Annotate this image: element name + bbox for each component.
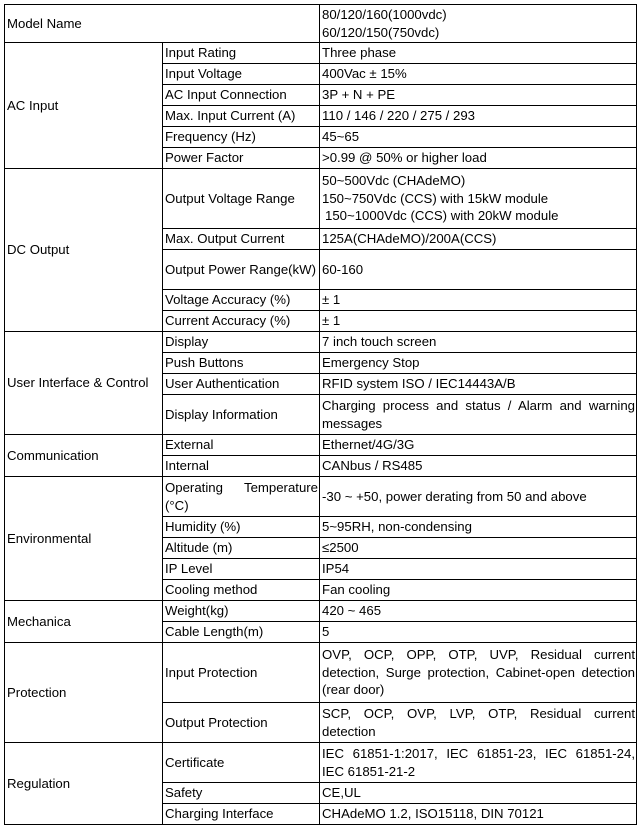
- param-label: Cooling method: [163, 580, 320, 601]
- param-label: Frequency (Hz): [163, 127, 320, 148]
- spec-row: [5, 643, 637, 703]
- param-value-line: -30 ~ +50, power derating from 50 and above: [322, 488, 587, 504]
- param-value: [320, 332, 637, 353]
- param-value-line: Fan cooling: [322, 582, 391, 598]
- param-value-line: IEC 61851-1:2017, IEC 61851-23, IEC 61851-24, IEC 61851-21-2: [322, 746, 636, 779]
- param-value: [320, 517, 637, 538]
- param-label: IP Level: [163, 559, 320, 580]
- param-value-line: 45~65: [322, 129, 360, 145]
- param-value-line: IP54: [322, 561, 350, 577]
- param-value-line: CANbus / RS485: [322, 458, 423, 474]
- param-label: Certificate: [163, 743, 320, 783]
- param-value: [320, 290, 637, 311]
- param-value: [320, 311, 637, 332]
- param-value: [320, 435, 637, 456]
- param-label: Max. Output Current: [163, 229, 320, 250]
- param-label: Output Voltage Range: [163, 169, 320, 229]
- param-label: External: [163, 435, 320, 456]
- param-value-line: RFID system ISO / IEC14443A/B: [322, 376, 516, 392]
- param-value-line: Emergency Stop: [322, 355, 420, 371]
- param-label: User Authentication: [163, 374, 320, 395]
- param-label: Altitude (m): [163, 538, 320, 559]
- section-title-mechanica: Mechanica: [5, 601, 163, 643]
- param-value: [320, 106, 637, 127]
- param-value: [320, 148, 637, 169]
- param-label: Max. Input Current (A): [163, 106, 320, 127]
- param-value: [320, 456, 637, 477]
- param-value: [320, 477, 637, 517]
- param-label: Input Voltage: [163, 64, 320, 85]
- param-label: Push Buttons: [163, 353, 320, 374]
- param-value-line: 50~500Vdc (CHAdeMO): [322, 173, 466, 189]
- param-value: [320, 395, 637, 435]
- param-label: AC Input Connection: [163, 85, 320, 106]
- param-value-line: 125A(CHAdeMO)/200A(CCS): [322, 231, 497, 247]
- param-value: [320, 127, 637, 148]
- param-value-line: 110 / 146 / 220 / 275 / 293: [322, 108, 476, 124]
- param-value-line: 7 inch touch screen: [322, 334, 437, 350]
- param-label: Display: [163, 332, 320, 353]
- param-value-line: CHAdeMO 1.2, ISO15118, DIN 70121: [322, 806, 544, 822]
- spec-row: [5, 743, 637, 783]
- spec-row: [5, 477, 637, 517]
- param-value: [320, 743, 637, 783]
- param-value-line: 3P + N + PE: [322, 87, 396, 103]
- param-value-line: SCP, OCP, OVP, LVP, OTP, Residual current detection: [322, 706, 636, 739]
- param-label: Cable Length(m): [163, 622, 320, 643]
- param-value-line: ± 1: [322, 313, 341, 329]
- model-name-value-line: 80/120/160(1000vdc): [322, 7, 447, 22]
- section-title-environmental: Environmental: [5, 477, 163, 601]
- param-value: [320, 538, 637, 559]
- param-value-line: ± 1: [322, 292, 341, 308]
- param-label: Operating Temperature (°C): [163, 477, 320, 517]
- model-name-row: [5, 5, 637, 43]
- param-value-line: ≤2500: [322, 540, 359, 556]
- param-label: Power Factor: [163, 148, 320, 169]
- param-value: [320, 580, 637, 601]
- spec-row: [5, 169, 637, 229]
- param-value-line: Charging process and status / Alarm and warning messages: [322, 398, 636, 431]
- model-name-label: Model Name: [5, 5, 320, 43]
- model-name-value: [320, 5, 637, 43]
- param-value-line: 5~95RH, non-condensing: [322, 519, 472, 535]
- param-value: [320, 250, 637, 290]
- param-value: [320, 64, 637, 85]
- param-value: [320, 85, 637, 106]
- section-title-ac-input: AC Input: [5, 43, 163, 169]
- section-title-communication: Communication: [5, 435, 163, 477]
- param-value-line: >0.99 @ 50% or higher load: [322, 150, 487, 166]
- param-value: [320, 353, 637, 374]
- param-value: [320, 229, 637, 250]
- param-value-line: OVP, OCP, OPP, OTP, UVP, Residual current detection, Surge protection, Cabinet-open detection (rear door): [322, 647, 636, 698]
- param-value-line: CE,UL: [322, 785, 361, 801]
- param-label: Input Protection: [163, 643, 320, 703]
- param-value-line: Three phase: [322, 45, 397, 61]
- param-value-line: 60-160: [322, 261, 364, 277]
- spec-row: [5, 332, 637, 353]
- param-value-line: 5: [322, 624, 330, 640]
- spec-row: [5, 601, 637, 622]
- param-value: [320, 622, 637, 643]
- param-value-line: Ethernet/4G/3G: [322, 437, 415, 453]
- param-label: Current Accuracy (%): [163, 311, 320, 332]
- param-label: Weight(kg): [163, 601, 320, 622]
- model-name-value-line: 60/120/150(750vdc): [322, 24, 440, 40]
- section-title-regulation: Regulation: [5, 743, 163, 825]
- section-title-dc-output: DC Output: [5, 169, 163, 332]
- section-title-protection: Protection: [5, 643, 163, 743]
- param-value: [320, 804, 637, 825]
- param-value: [320, 783, 637, 804]
- param-value: [320, 169, 637, 229]
- param-label: Humidity (%): [163, 517, 320, 538]
- param-value-line: 400Vac ± 15%: [322, 66, 407, 82]
- param-value: [320, 559, 637, 580]
- param-value-line: 420 ~ 465: [322, 603, 382, 619]
- spec-row: [5, 43, 637, 64]
- param-value: [320, 43, 637, 64]
- param-value-line: 150~750Vdc (CCS) with 15kW module: [322, 190, 549, 206]
- section-title-user-interface-control: User Interface & Control: [5, 332, 163, 435]
- spec-table: [4, 4, 637, 825]
- param-label: Output Power Range(kW): [163, 250, 320, 290]
- spec-table-body: [5, 5, 637, 825]
- param-label: Internal: [163, 456, 320, 477]
- param-label: Display Information: [163, 395, 320, 435]
- param-label: Voltage Accuracy (%): [163, 290, 320, 311]
- param-label: Charging Interface: [163, 804, 320, 825]
- spec-row: [5, 435, 637, 456]
- param-value: [320, 374, 637, 395]
- param-value: [320, 643, 637, 703]
- param-label: Input Rating: [163, 43, 320, 64]
- param-value-line: 150~1000Vdc (CCS) with 20kW module: [325, 208, 559, 224]
- param-label: Safety: [163, 783, 320, 804]
- param-label: Output Protection: [163, 703, 320, 743]
- param-value: [320, 703, 637, 743]
- param-value: [320, 601, 637, 622]
